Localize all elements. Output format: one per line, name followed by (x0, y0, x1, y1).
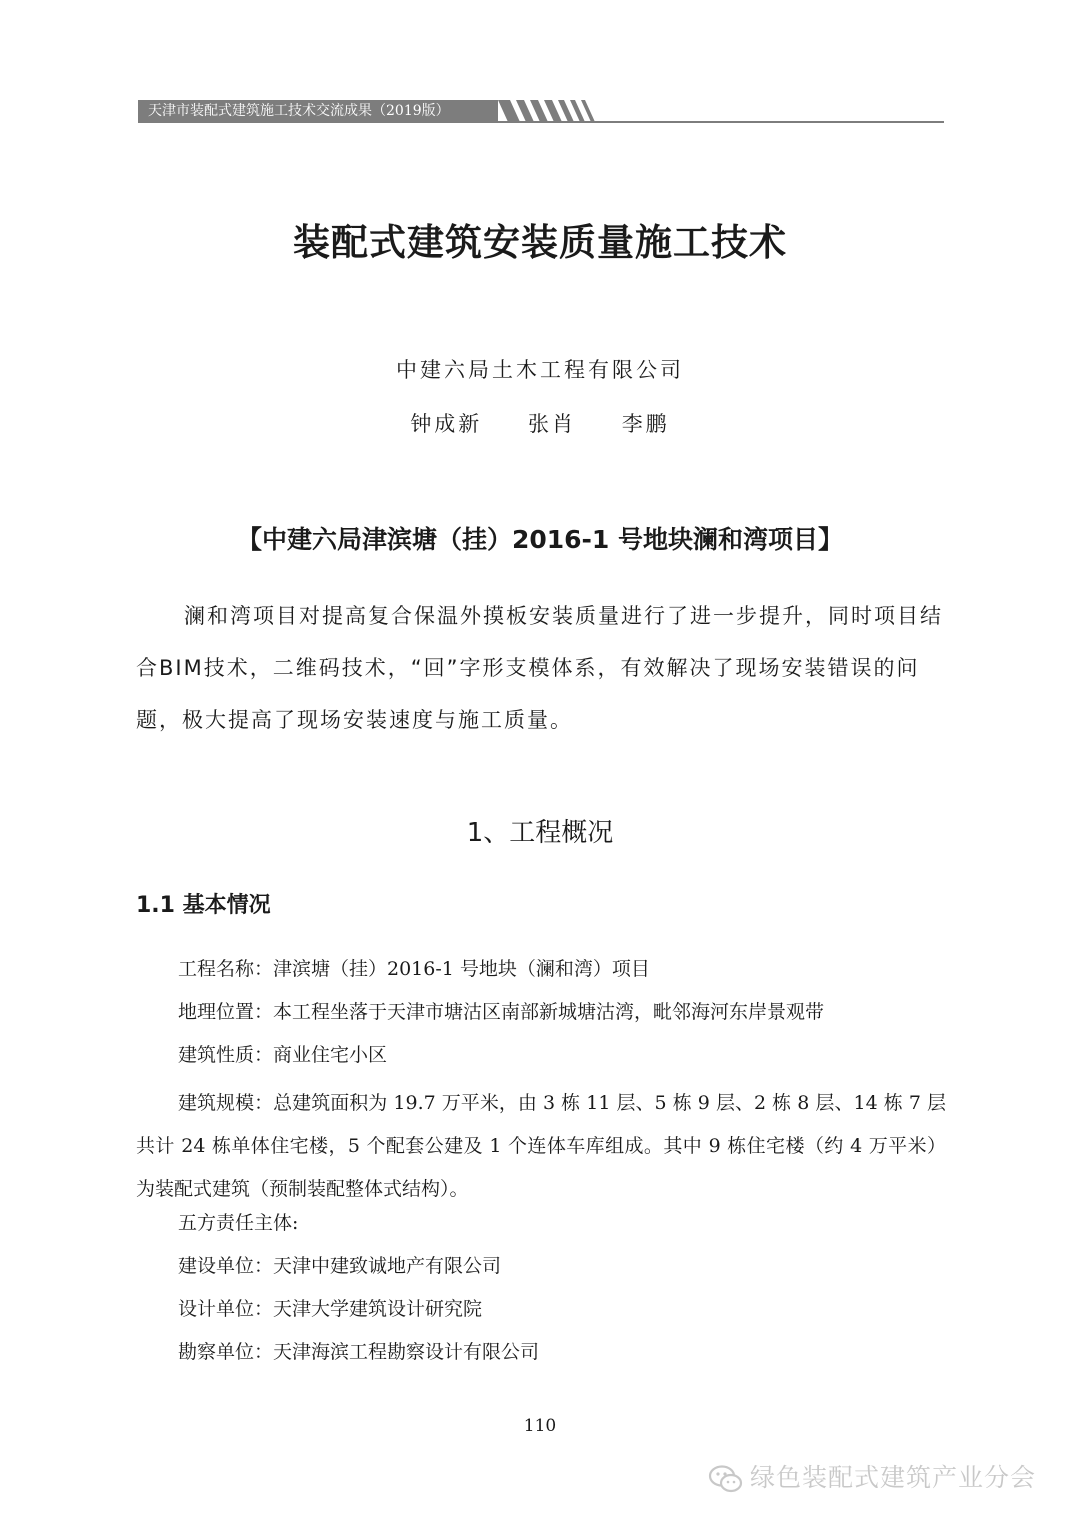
info-project-name: 工程名称：津滨塘（挂）2016-1 号地块（澜和湾）项目 (178, 958, 650, 980)
project-heading: 【中建六局津滨塘（挂）2016-1 号地块澜和湾项目】 (236, 525, 844, 554)
info-designer: 设计单位：天津大学建筑设计研究院 (178, 1298, 483, 1320)
author-2: 张肖 (528, 412, 576, 436)
company-name: 中建六局土木工程有限公司 (396, 358, 684, 382)
info-location: 地理位置：本工程坐落于天津市塘沽区南部新城塘沽湾，毗邻海河东岸景观带 (178, 1001, 825, 1023)
watermark-text: 绿色装配式建筑产业分会 (750, 1463, 1037, 1492)
header-rule (138, 121, 944, 123)
wechat-icon (708, 1464, 744, 1494)
running-header: 天津市装配式建筑施工技术交流成果（2019版） (138, 100, 498, 122)
info-scale: 建筑规模：总建筑面积为 19.7 万平米，由 3 栋 11 层、5 栋 9 层、2 栋 8 层、14 栋 7 层共计 24 栋单体住宅楼，5 个配套公建及 1 个连体车库组成。其中 9 栋住宅楼（约 4 万平米）为装配式建筑（预制装配整体式结构）。 (136, 1092, 946, 1200)
intro-paragraph: 澜和湾项目对提高复合保温外摸板安装质量进行了进一步提升，同时项目结合BIM技术，二维码技术，“回”字形支模体系，有效解决了现场安装错误的问题，极大提高了现场安装速度与施工质量。 (136, 604, 943, 732)
subsection-heading-1-1: 1.1 基本情况 (136, 893, 271, 918)
info-developer: 建设单位：天津中建致诚地产有限公司 (178, 1255, 502, 1277)
section-heading-1: 1、工程概况 (466, 818, 614, 848)
header-stripes-decoration (498, 100, 598, 122)
page-number: 110 (523, 1416, 557, 1436)
info-five-parties: 五方责任主体: (178, 1212, 299, 1234)
info-surveyor: 勘察单位：天津海滨工程勘察设计有限公司 (178, 1341, 540, 1363)
author-3: 李鹏 (621, 412, 670, 436)
info-nature: 建筑性质：商业住宅小区 (178, 1044, 388, 1066)
author-1: 钟成新 (410, 412, 483, 436)
authors (0, 408, 1080, 438)
document-title: 装配式建筑安装质量施工技术 (293, 220, 787, 264)
watermark (708, 1458, 1036, 1494)
